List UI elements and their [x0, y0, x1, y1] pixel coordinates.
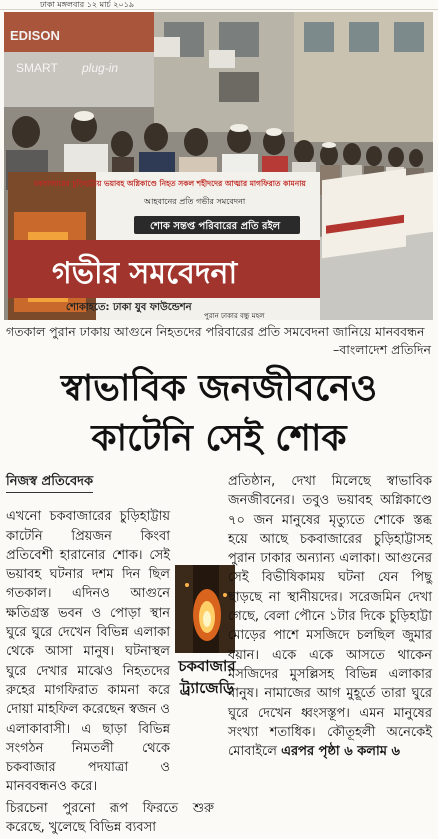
photo-caption — [6, 323, 431, 359]
banner-top-line: চকবাজারের চুড়িহাট্টায় ভয়াবহ অগ্নিকাণ্ডে নিহত সকল শহীদদের আত্মার মাগফিরাত কামনায় — [34, 179, 306, 188]
banner-footer-2: পুরান ঢাকার বন্ধু মহল — [204, 312, 265, 320]
banner-main-text: গভীর সমবেদনা — [52, 256, 238, 291]
headline — [0, 366, 438, 462]
banner-line-2: আহবানের প্রতি গভীর সমবেদনা — [144, 197, 246, 206]
inset-box — [175, 565, 235, 715]
page-header-strip: ঢাকা মঙ্গলবার ১২ মার্চ ২০১৯ — [0, 0, 438, 10]
body-paragraph-3: প্রতিষ্ঠান, দেখা মিলেছে স্বাভাবিক জনজীবনের। তবুও ভয়াবহ অগ্নিকাণ্ডে ৭০ জন মানুষের মৃত্যুতে শোকে স্তব্ধ হয়ে আছে চকবাজারের চুড়িহাট্টাসহ পুরান ঢাকার অন্যান্য এলাকা। আগুনের সেই বিভীষিকাময় ঘটনা যেন পিছু ছাড়ছে না স্থানীয়দের। সরেজমিন দেখা গেছে, বেলা পৌনে ১টার দিকে চুড়িহাট্টা মোড়ের পাশে মসজিদে চলছিল জুমার বয়ান। একে একে আসতে থাকেন মসজিদের মুসল্লিসহ বিভিন্ন এলাকার মানুষ। নামাজের আগ মুহূর্তে তারা ঘুরে ঘুরে দেখেন ধ্বংসস্তূপ। এমন মানুষের সংখ্যা শতাধিক। কৌতূহলী অনেকেই মোবাইলে — [228, 474, 432, 760]
store-sign-plugin: plug-in — [82, 61, 119, 75]
byline: নিজস্ব প্রতিবেদক — [6, 472, 93, 493]
body-paragraph-2: চিরচেনা পুরনো রূপ ফিরতে শুরু করেছে, খুলেছে বিভিন্ন ব্যবসা — [6, 800, 214, 836]
store-sign-edison: EDISON — [10, 28, 60, 43]
continued-on-page-link[interactable]: এরপর পৃষ্ঠা ৬ কলাম ৬ — [281, 744, 400, 760]
inset-label-line-2: ট্র্যাজেডি — [179, 679, 235, 697]
article-column-right — [228, 472, 432, 763]
caption-text: গতকাল পুরান ঢাকায় আগুনে নিহতদের পরিবারের প্রতি সমবেদনা জানিয়ে মানববন্ধন — [6, 324, 425, 339]
protest-banner — [8, 172, 320, 320]
banner-footer: শোকাহতে: ঢাকা যুব ফাউন্ডেশন — [66, 302, 192, 313]
photo-credit: –বাংলাদেশ প্রতিদিন — [333, 342, 431, 357]
news-photo — [4, 12, 433, 320]
fire-inset-photo — [175, 565, 235, 653]
headline-line-2: কাটেনি সেই শোক — [91, 418, 347, 459]
banner-line-3: শোক সন্তপ্ত পরিবারের প্রতি রইল — [150, 221, 281, 232]
inset-label-line-1: চকবাজার — [178, 657, 236, 675]
store-sign-smart: SMART — [16, 61, 58, 75]
headline-line-1: স্বাভাবিক জনজীবনেও — [60, 368, 378, 409]
body-paragraph-1: এখনো চকবাজারের চুড়িহাট্টায় কাটেনি প্রিয়জন কিংবা প্রতিবেশী হারানোর শোক। সেই ভয়াবহ ঘটনার দশম দিন ছিল গতকাল। এদিনও আগুনে ক্ষতিগ্রস্ত ভবন ও পোড়া স্থান ঘুরে ঘুরে দেখেন বিভিন্ন এলাকা থেকে আসা মানুষ। ঘটনাস্থল ঘুরে দেখার মাঝেও নিহতদের রুহের মাগফিরাত কামনা করে দোয়া মাহফিল করেছেন স্বজন ও এলাকাবাসী। এ ছাড়া বিভিন্ন সংগঠন নিমতলী থেকে চকবাজার পদযাত্রা ও মানববন্ধনও করে। — [6, 509, 170, 795]
